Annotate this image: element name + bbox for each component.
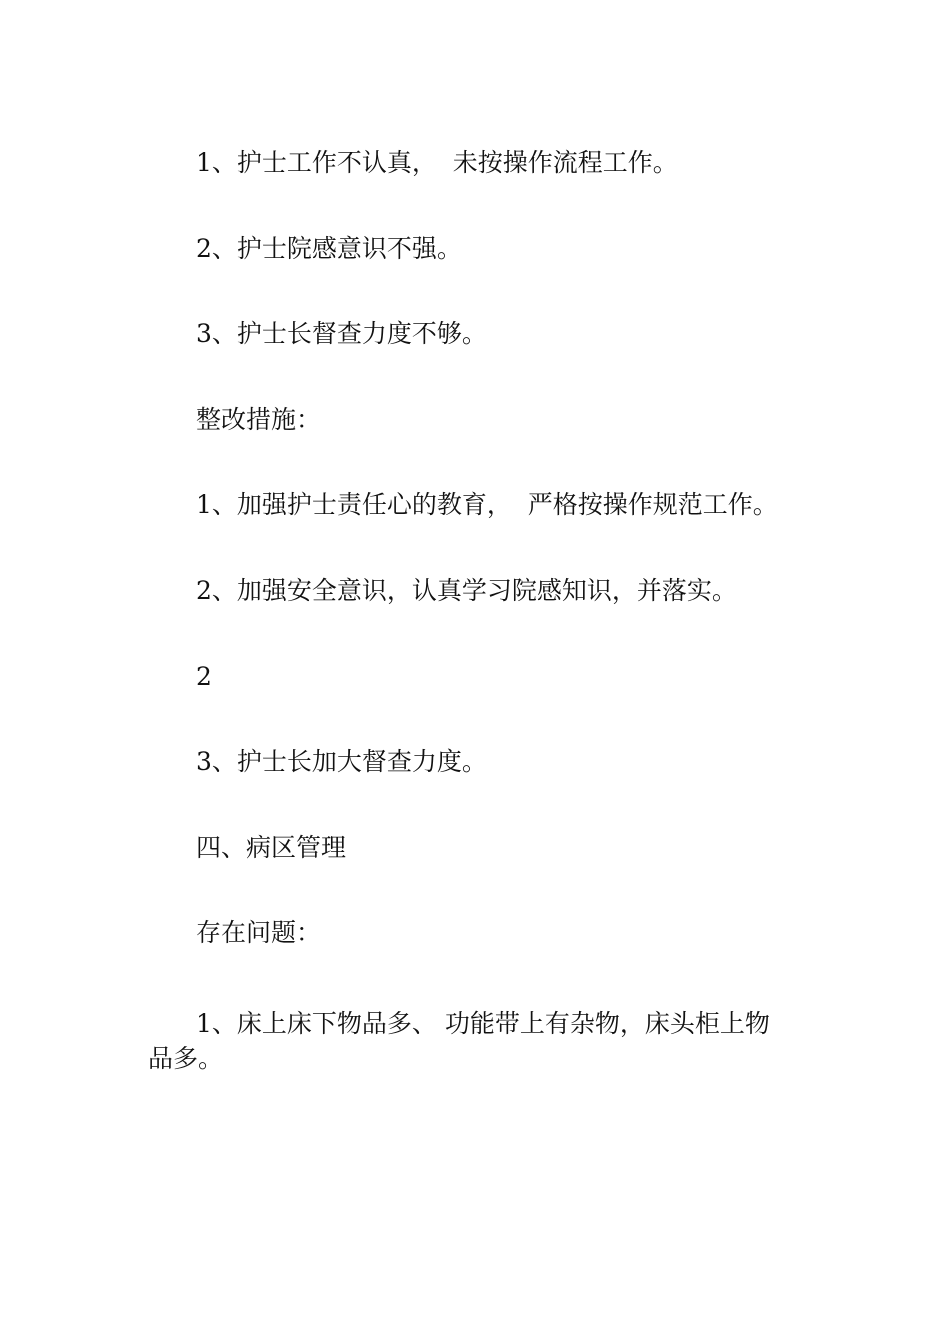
measure-item-2: 2、加强安全意识，认真学习院感知识，并落实。 [196,576,737,605]
section-heading-ward-management: 四、病区管理 [196,833,347,862]
ward-problem-item-1: 1、床上床下物品多、 功能带上有杂物，床头柜上物品多。 [148,1009,770,1073]
rectification-heading: 整改措施： [196,405,322,434]
problem-item-1: 1、护士工作不认真， 未按操作流程工作。 [196,148,678,177]
page-number: 2 [196,662,212,691]
measure-item-3: 3、护士长加大督查力度。 [196,747,487,776]
existing-problems-heading: 存在问题： [196,918,322,947]
problem-item-2: 2、护士院感意识不强。 [196,234,462,263]
measure-item-1: 1、加强护士责任心的教育， 严格按操作规范工作。 [196,490,778,519]
problem-item-3: 3、护士长督查力度不够。 [196,319,487,348]
